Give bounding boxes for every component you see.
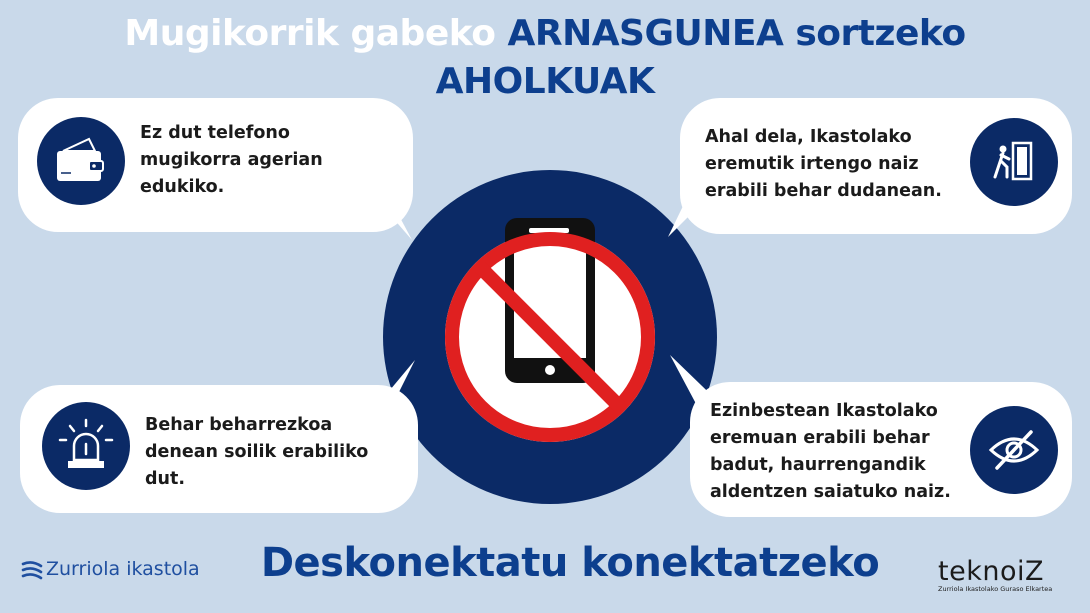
zurriola-logo-mark	[20, 556, 44, 582]
tip-text-1: Ez dut telefono mugikorra agerian edukiko.	[140, 123, 323, 197]
eye-slash-icon	[970, 406, 1058, 494]
teknoiz-logo-text: teknoiZ	[938, 556, 1044, 587]
alarm-siren-icon	[42, 402, 130, 490]
tip-text-4: Ezinbestean Ikastolako eremuan erabili behar badut, haurrengandik aldentzen saiatuko naiz.	[710, 401, 951, 502]
title-part-2: ARNASGUNEA sortzeko	[507, 13, 966, 54]
wallet-icon	[37, 117, 125, 205]
teknoiz-logo-subtitle: Zurriola Ikastolako Guraso Elkartea	[938, 585, 1053, 593]
zurriola-logo-text: Zurriola ikastola	[46, 558, 200, 580]
page-title	[0, 12, 1090, 56]
footer-slogan: Deskonektatu konektatzeko	[260, 540, 880, 586]
zurriola-logo	[20, 556, 200, 582]
title-part-1: Mugikorrik gabeko	[124, 13, 508, 54]
teknoiz-logo	[938, 556, 1068, 593]
page-title-line-2: AHOLKUAK	[435, 61, 655, 102]
tip-text-2: Ahal dela, Ikastolako eremutik irtengo naiz erabili behar dudanean.	[705, 127, 942, 201]
exit-door-icon	[970, 118, 1058, 206]
tip-text-3: Behar beharrezkoa denean soilik erabiliko dut.	[145, 415, 369, 489]
